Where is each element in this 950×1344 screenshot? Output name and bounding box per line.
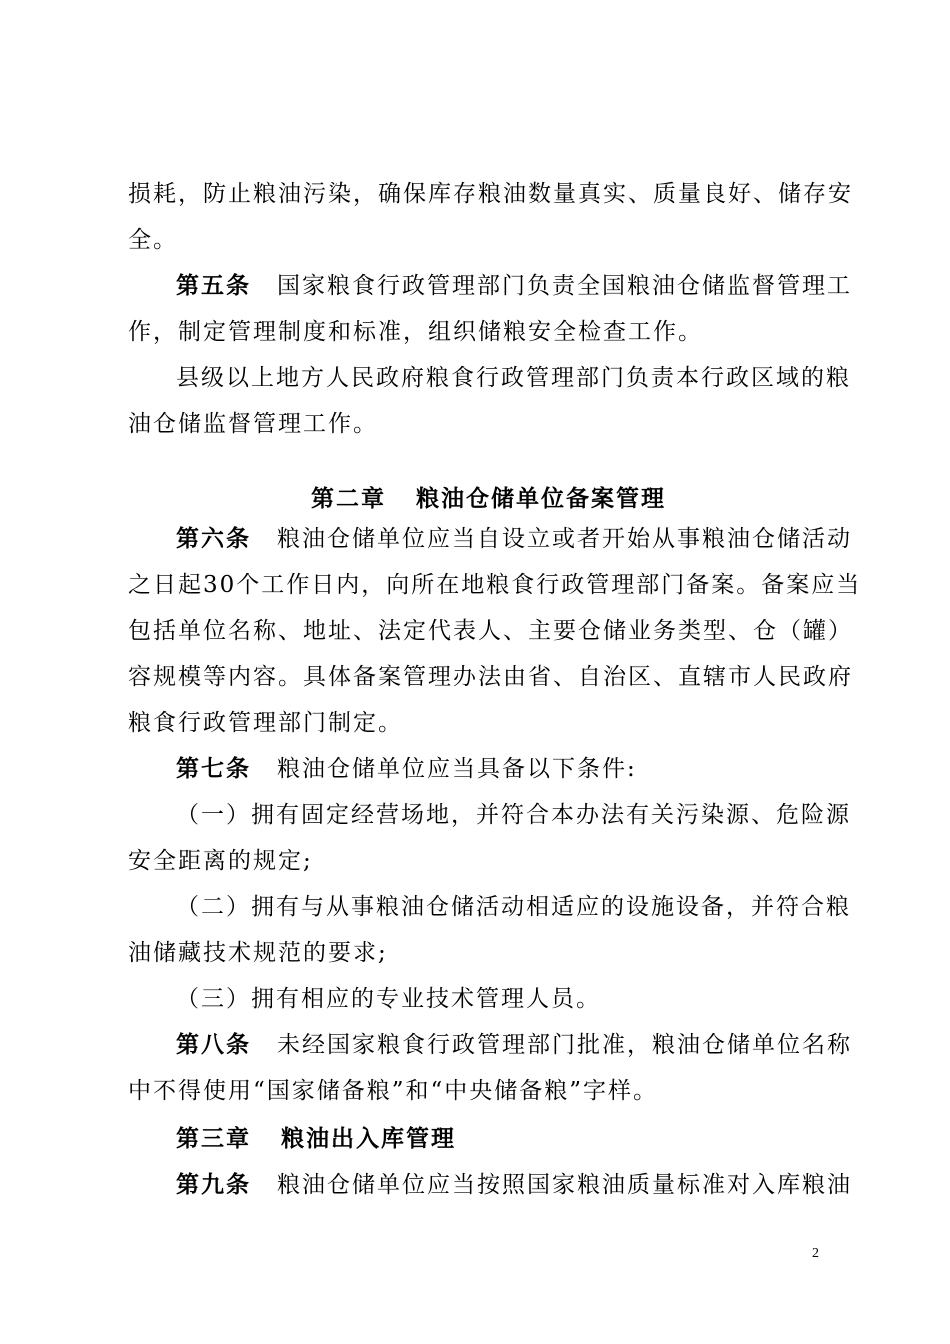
article-label: 第七条 [176,755,251,782]
text-line: 油仓储监督管理工作。 [128,411,378,437]
text-line: 全。 [128,227,178,253]
article-text: 粮油仓储单位应当具备以下条件: [277,756,637,782]
article-text: 未经国家粮食行政管理部门批准，粮油仓储单位名称 [277,1032,852,1058]
text-line: 县级以上地方人民政府粮食行政管理部门负责本行政区域的粮 [176,365,851,391]
article-label: 第八条 [176,1031,251,1058]
text-line: 中不得使用“国家储备粮”和“中央储备粮”字样。 [128,1078,659,1104]
list-item: （一）拥有固定经营场地，并符合本办法有关污染源、危险源 [176,802,851,828]
article-label: 第九条 [176,1171,251,1198]
text-line: 容规模等内容。具体备案管理办法由省、自治区、直辖市人民政府 [128,664,853,690]
list-item: （三）拥有相应的专业技术管理人员。 [176,986,601,1012]
text-line: 作，制定管理制度和标准，组织储粮安全检查工作。 [128,319,703,345]
article-label: 第六条 [176,525,251,552]
text-line: 之日起30个工作日内，向所在地粮食行政管理部门备案。备案应当 [128,572,862,598]
article-9 [176,1162,852,1208]
text-line: 包括单位名称、地址、法定代表人、主要仓储业务类型、仓（罐） [128,618,853,644]
article-6 [176,516,852,562]
list-item: （二）拥有与从事粮油仓储活动相适应的设施设备，并符合粮 [176,894,851,920]
text-line: 安全距离的规定; [128,848,313,874]
article-text: 国家粮食行政管理部门负责全国粮油仓储监督管理工 [277,273,852,299]
article-5 [176,263,852,309]
chapter-heading [176,1116,456,1162]
text-line: 粮食行政管理部门制定。 [128,710,403,736]
chapter-title: 粮油出入库管理 [281,1125,456,1152]
text-line: 损耗，防止粮油污染，确保库存粮油数量真实、质量良好、储存安 [128,181,853,207]
chapter-title: 粮油仓储单位备案管理 [416,485,666,512]
article-8 [176,1022,852,1068]
chapter-number: 第二章 [311,485,386,512]
article-text: 粮油仓储单位应当自设立或者开始从事粮油仓储活动 [277,526,852,552]
article-7 [176,746,824,792]
article-text: 粮油仓储单位应当按照国家粮油质量标准对入库粮油 [277,1172,852,1198]
article-label: 第五条 [176,272,251,299]
text-line: 油储藏技术规范的要求; [128,940,388,966]
page-number: 2 [812,1246,819,1261]
chapter-number: 第三章 [176,1125,251,1152]
